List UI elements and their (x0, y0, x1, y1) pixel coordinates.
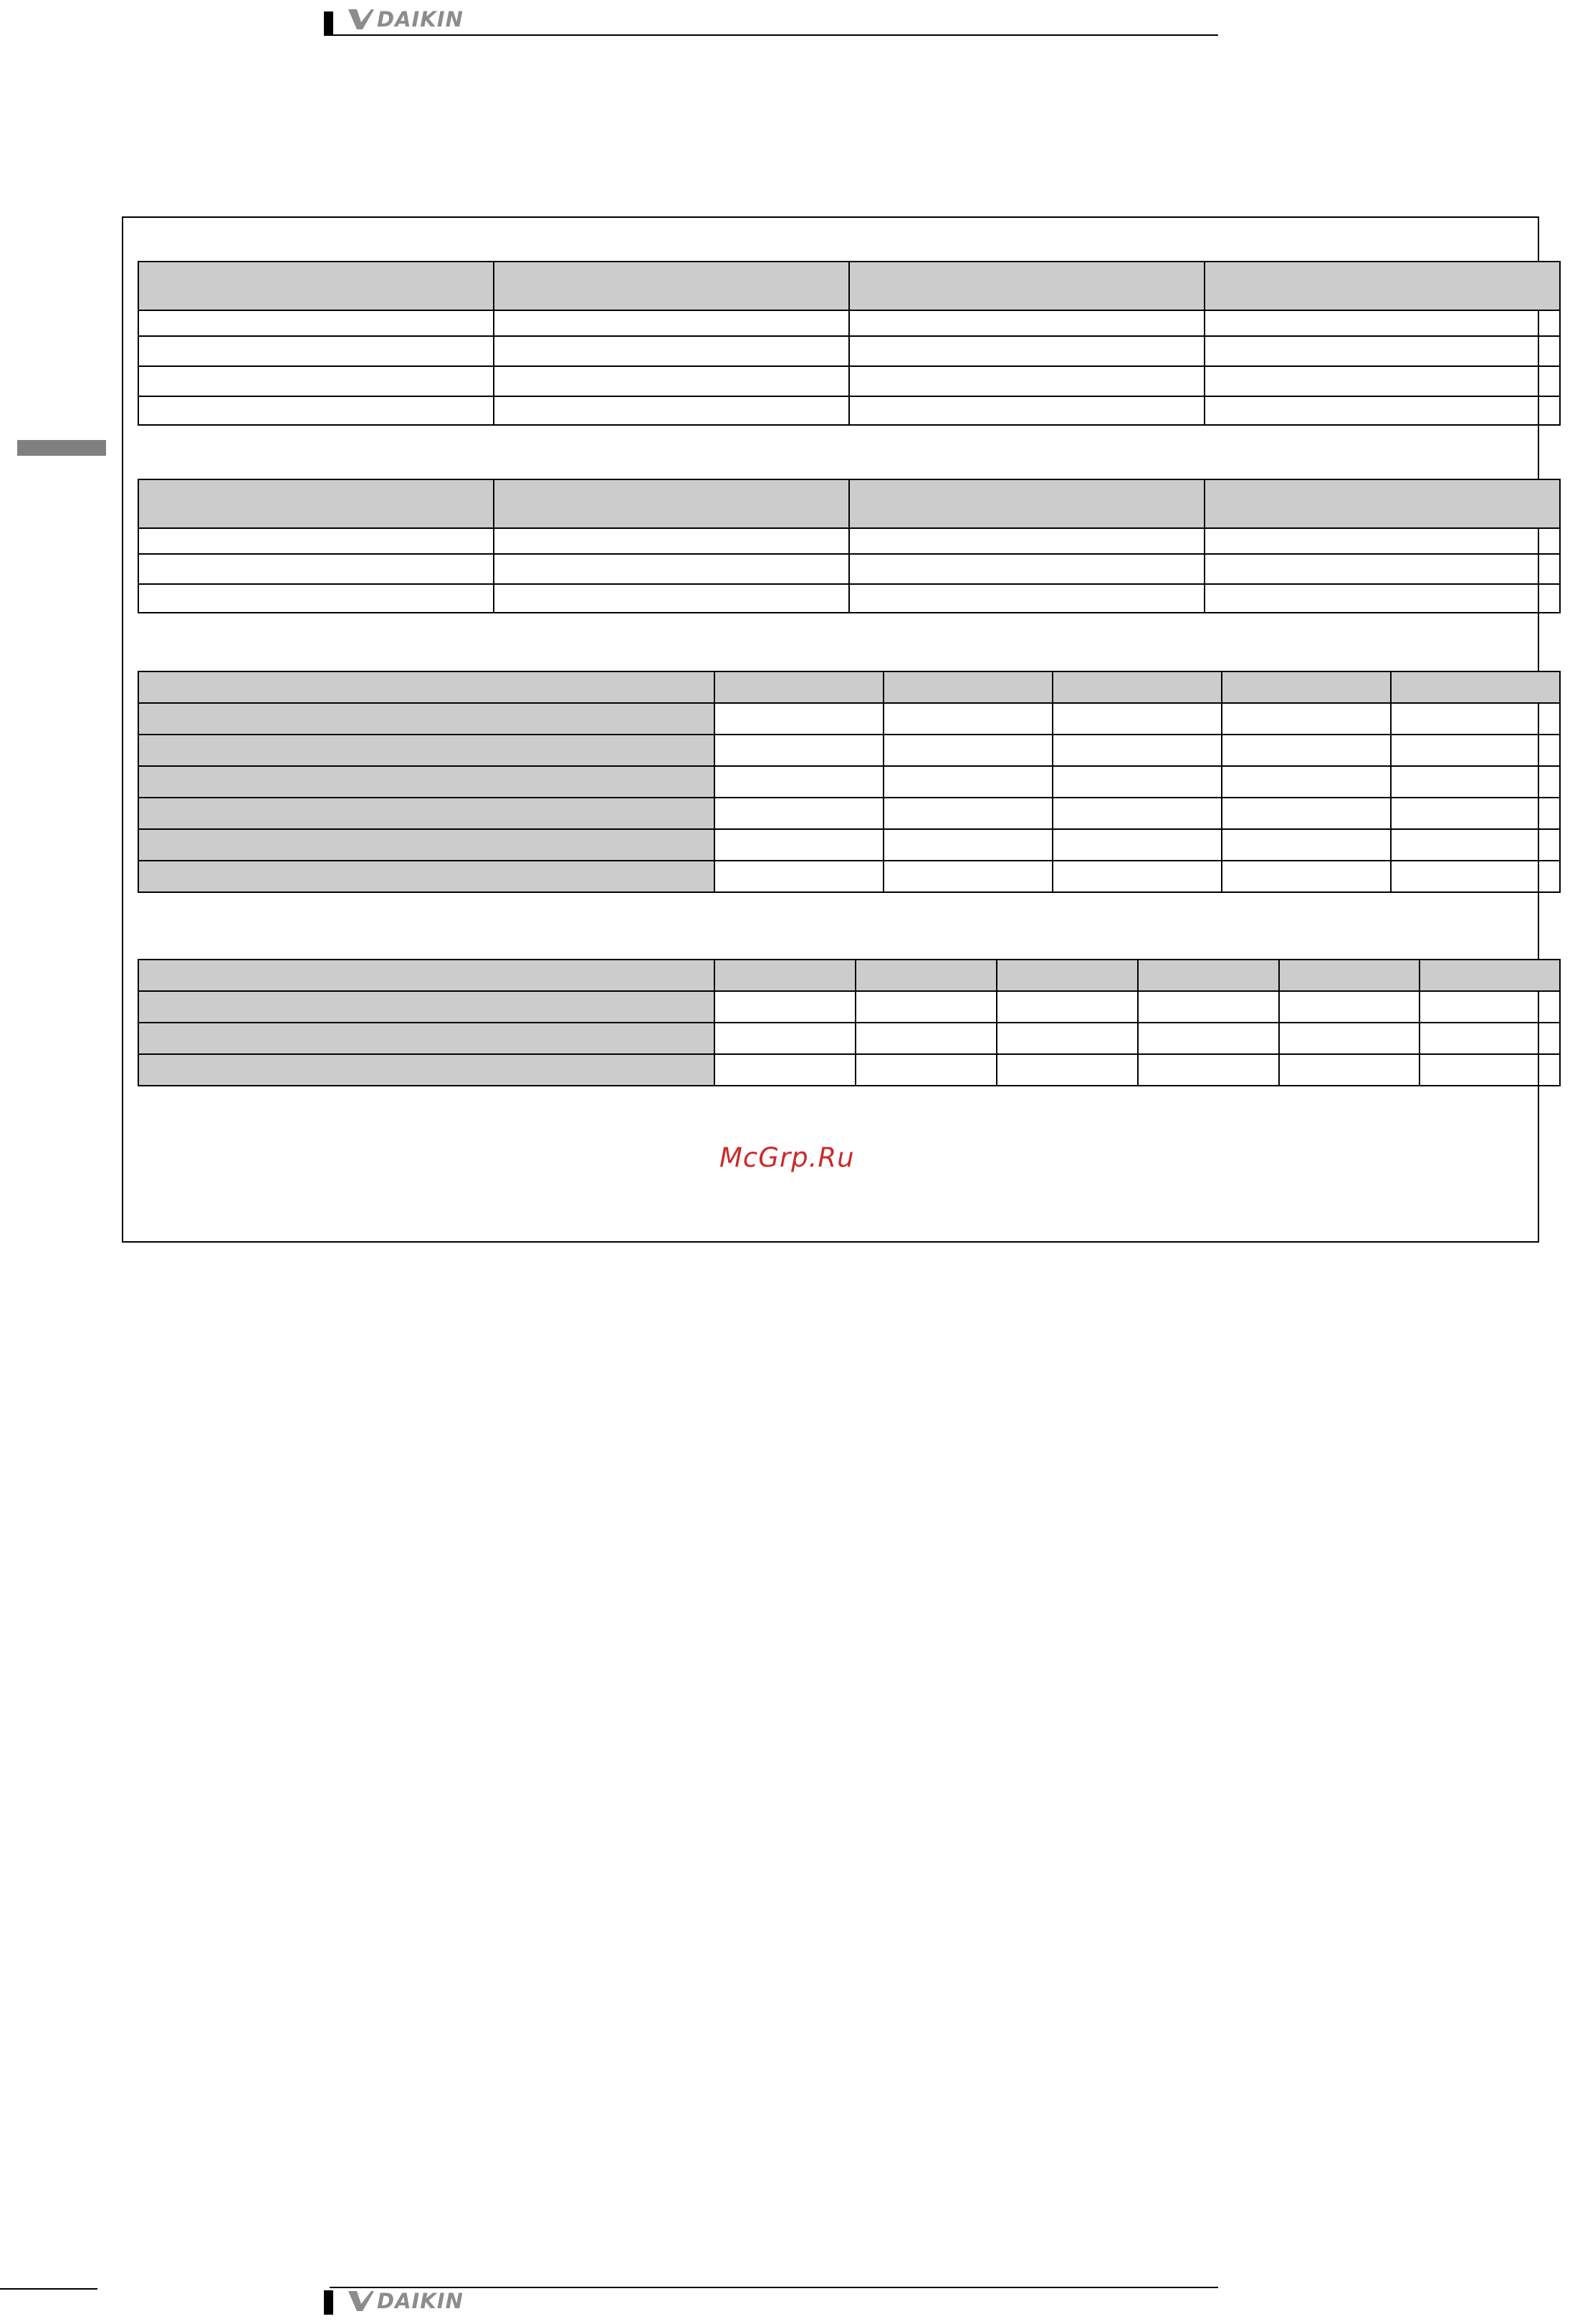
table-row (138, 554, 1560, 584)
table-cell (997, 991, 1138, 1023)
table-row (138, 829, 1560, 861)
table-cell (1205, 396, 1560, 425)
table-cell (714, 991, 856, 1023)
table-cell (138, 554, 494, 584)
table-cell (856, 1023, 997, 1054)
table-cell (1279, 1023, 1420, 1054)
table-cell (1205, 366, 1560, 396)
table-row-label-cell (138, 991, 714, 1023)
table-header-cell (1205, 479, 1560, 528)
table-row (138, 1023, 1560, 1054)
table-row-label-cell (138, 703, 714, 735)
table-cell (714, 1054, 856, 1086)
table-cell (1222, 766, 1391, 798)
table-header-cell (138, 960, 714, 991)
table-row-label-cell (138, 766, 714, 798)
footer-left-rule (0, 2288, 97, 2290)
table-header-cell (849, 479, 1205, 528)
table-cell (494, 336, 849, 366)
table-cell (1205, 554, 1560, 584)
table-cell (494, 310, 849, 336)
table-header-cell (1222, 671, 1391, 703)
table-header-cell (494, 479, 849, 528)
table-row (138, 766, 1560, 798)
footer-brand-text: DAIKIN (377, 2289, 464, 2313)
header-brand-logo (347, 7, 464, 32)
table-row (138, 703, 1560, 735)
table-cell (1391, 829, 1560, 861)
table-row (138, 960, 1560, 991)
table-cell (884, 829, 1053, 861)
table-row (138, 735, 1560, 766)
table-row (138, 584, 1560, 613)
table-cell (1279, 1054, 1420, 1086)
header-brand-bar (324, 11, 333, 36)
table-cell (1391, 735, 1560, 766)
table-cell (849, 396, 1205, 425)
table-header-cell (1420, 960, 1560, 991)
table-cell (1205, 528, 1560, 554)
table-cell (884, 766, 1053, 798)
table-cell (714, 735, 884, 766)
table-cell (494, 584, 849, 613)
table-cell (1222, 829, 1391, 861)
table-cell (138, 366, 494, 396)
table-cell (1205, 336, 1560, 366)
table-cell (1222, 861, 1391, 892)
table-cell (884, 861, 1053, 892)
table-cell (1420, 1054, 1560, 1086)
table-row (138, 528, 1560, 554)
table-cell (1279, 991, 1420, 1023)
daikin-mark-icon (347, 2290, 375, 2313)
table-header-cell (494, 262, 849, 310)
table-row-label-cell (138, 735, 714, 766)
table-cell (138, 584, 494, 613)
table-cell (1138, 1054, 1279, 1086)
table-row-label-cell (138, 1023, 714, 1054)
table-cell (714, 798, 884, 829)
table-header-cell (1053, 671, 1222, 703)
table-row (138, 366, 1560, 396)
table-header-cell (714, 671, 884, 703)
table-cell (884, 798, 1053, 829)
table-cell (1222, 798, 1391, 829)
table-header-cell (714, 960, 856, 991)
table-header-cell (997, 960, 1138, 991)
table-cell (138, 336, 494, 366)
table-cell (138, 396, 494, 425)
table-cell (1053, 766, 1222, 798)
table-cell (1053, 735, 1222, 766)
table-header-cell (1205, 262, 1560, 310)
table-cell (1222, 703, 1391, 735)
table-cell (1391, 798, 1560, 829)
table-header-cell (138, 262, 494, 310)
table-cell (856, 1054, 997, 1086)
footer-brand-logo (347, 2289, 464, 2313)
footer-rule (330, 2287, 1218, 2288)
table-cell (1391, 766, 1560, 798)
table-4 (138, 959, 1561, 1086)
watermark-link[interactable]: McGrp.Ru (719, 1142, 855, 1173)
section-side-tab (17, 440, 106, 456)
table-cell (849, 528, 1205, 554)
table-row (138, 310, 1560, 336)
table-header-cell (856, 960, 997, 991)
table-2 (138, 479, 1561, 613)
table-cell (849, 336, 1205, 366)
header-brand-text: DAIKIN (377, 7, 464, 32)
table-cell (1138, 991, 1279, 1023)
table-cell (1053, 798, 1222, 829)
table-cell (849, 366, 1205, 396)
table-cell (714, 766, 884, 798)
table-cell (1053, 703, 1222, 735)
table-cell (494, 528, 849, 554)
table-row-label-cell (138, 1054, 714, 1086)
table-row-label-cell (138, 798, 714, 829)
table-row (138, 262, 1560, 310)
table-header-cell (138, 671, 714, 703)
table-cell (1205, 584, 1560, 613)
footer-brand-bar (324, 2290, 333, 2315)
table-1 (138, 261, 1561, 426)
table-row (138, 336, 1560, 366)
table-cell (856, 991, 997, 1023)
table-cell (1391, 861, 1560, 892)
table-cell (138, 528, 494, 554)
table-header-cell (849, 262, 1205, 310)
table-row (138, 991, 1560, 1023)
table-cell (1420, 1023, 1560, 1054)
table-3 (138, 671, 1561, 893)
table-cell (997, 1023, 1138, 1054)
table-cell (714, 861, 884, 892)
table-row (138, 861, 1560, 892)
table-cell (1420, 991, 1560, 1023)
table-cell (849, 310, 1205, 336)
table-row (138, 671, 1560, 703)
table-header-cell (884, 671, 1053, 703)
table-cell (849, 554, 1205, 584)
table-row (138, 1054, 1560, 1086)
table-header-cell (1138, 960, 1279, 991)
table-cell (1205, 310, 1560, 336)
table-row (138, 396, 1560, 425)
table-cell (1138, 1023, 1279, 1054)
table-header-cell (138, 479, 494, 528)
table-cell (494, 554, 849, 584)
table-header-cell (1279, 960, 1420, 991)
table-cell (997, 1054, 1138, 1086)
table-cell (714, 1023, 856, 1054)
table-cell (714, 703, 884, 735)
daikin-mark-icon (347, 8, 375, 31)
table-cell (494, 366, 849, 396)
table-row-label-cell (138, 861, 714, 892)
table-row-label-cell (138, 829, 714, 861)
table-cell (884, 703, 1053, 735)
table-cell (138, 310, 494, 336)
table-cell (1053, 861, 1222, 892)
header-rule (330, 34, 1218, 36)
table-row (138, 479, 1560, 528)
table-cell (494, 396, 849, 425)
table-cell (1391, 703, 1560, 735)
table-header-cell (1391, 671, 1560, 703)
table-cell (849, 584, 1205, 613)
table-cell (714, 829, 884, 861)
table-cell (1053, 829, 1222, 861)
table-cell (1222, 735, 1391, 766)
table-cell (884, 735, 1053, 766)
table-row (138, 798, 1560, 829)
